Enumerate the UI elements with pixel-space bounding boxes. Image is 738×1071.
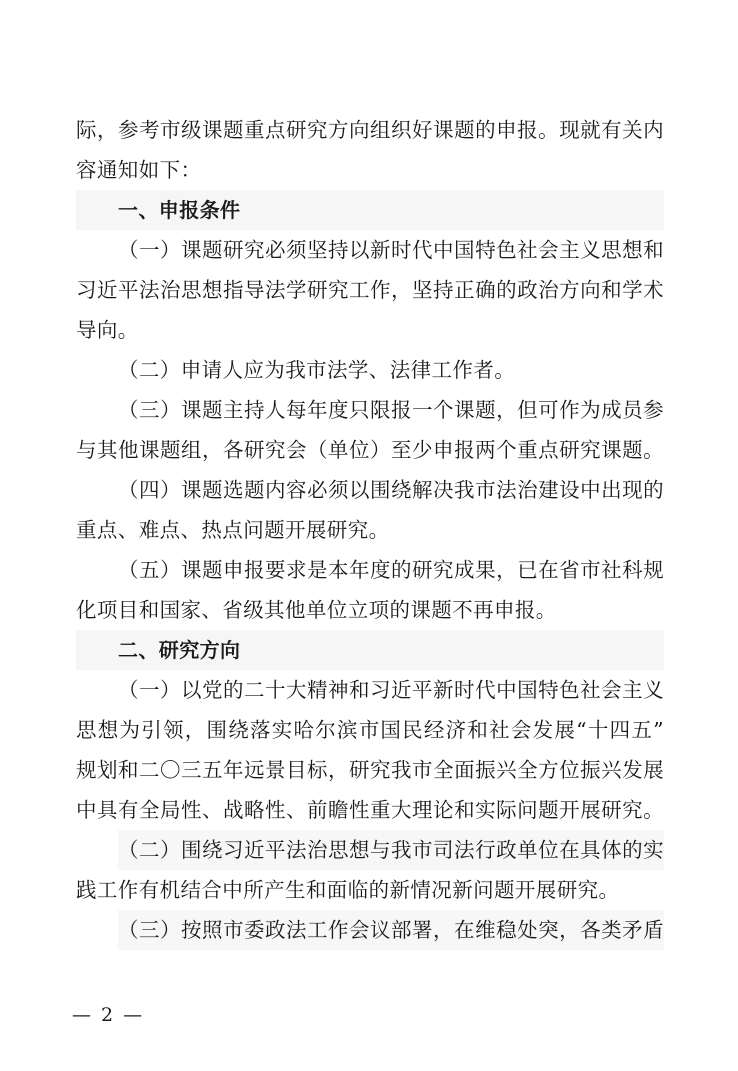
page-number: — 2 — [72, 1004, 145, 1026]
body-line: （二）围绕习近平法治思想与我市司法行政单位在具体的实 [118, 830, 664, 870]
section-heading-application-conditions: 一、申报条件 [76, 190, 664, 230]
body-line: 习近平法治思想指导法学研究工作，坚持正确的政治方向和学术 [76, 278, 664, 302]
body-line: （五）课题申报要求是本年度的研究成果，已在省市社科规 [118, 558, 664, 582]
body-line: （一）以党的二十大精神和习近平新时代中国特色社会主义 [118, 678, 664, 702]
body-line: 际，参考市级课题重点研究方向组织好课题的申报。现就有关内 [76, 118, 664, 142]
body-line: （一）课题研究必须坚持以新时代中国特色社会主义思想和 [118, 238, 664, 262]
body-line: （二）申请人应为我市法学、法律工作者。 [118, 358, 516, 382]
section-heading-research-direction: 二、研究方向 [76, 630, 664, 670]
body-line: 思想为引领，围绕落实哈尔滨市国民经济和社会发展“十四五” [76, 718, 664, 742]
body-line: （四）课题选题内容必须以围绕解决我市法治建设中出现的 [118, 478, 664, 502]
body-line: （三）课题主持人每年度只限报一个课题，但可作为成员参 [118, 398, 664, 422]
body-line: （三）按照市委政法工作会议部署，在维稳处突，各类矛盾 [118, 910, 664, 950]
body-line: 中具有全局性、战略性、前瞻性重大理论和实际问题开展研究。 [76, 798, 664, 822]
body-line: 重点、难点、热点问题开展研究。 [76, 518, 390, 542]
body-line: 化项目和国家、省级其他单位立项的课题不再申报。 [76, 598, 557, 622]
body-line: 践工作有机结合中所产生和面临的新情况新问题开展研究。 [76, 878, 620, 902]
body-line: 规划和二〇三五年远景目标，研究我市全面振兴全方位振兴发展 [76, 758, 664, 782]
body-line: 容通知如下： [76, 158, 202, 182]
body-line: 导向。 [76, 318, 139, 342]
body-line: 与其他课题组，各研究会（单位）至少申报两个重点研究课题。 [76, 438, 664, 462]
